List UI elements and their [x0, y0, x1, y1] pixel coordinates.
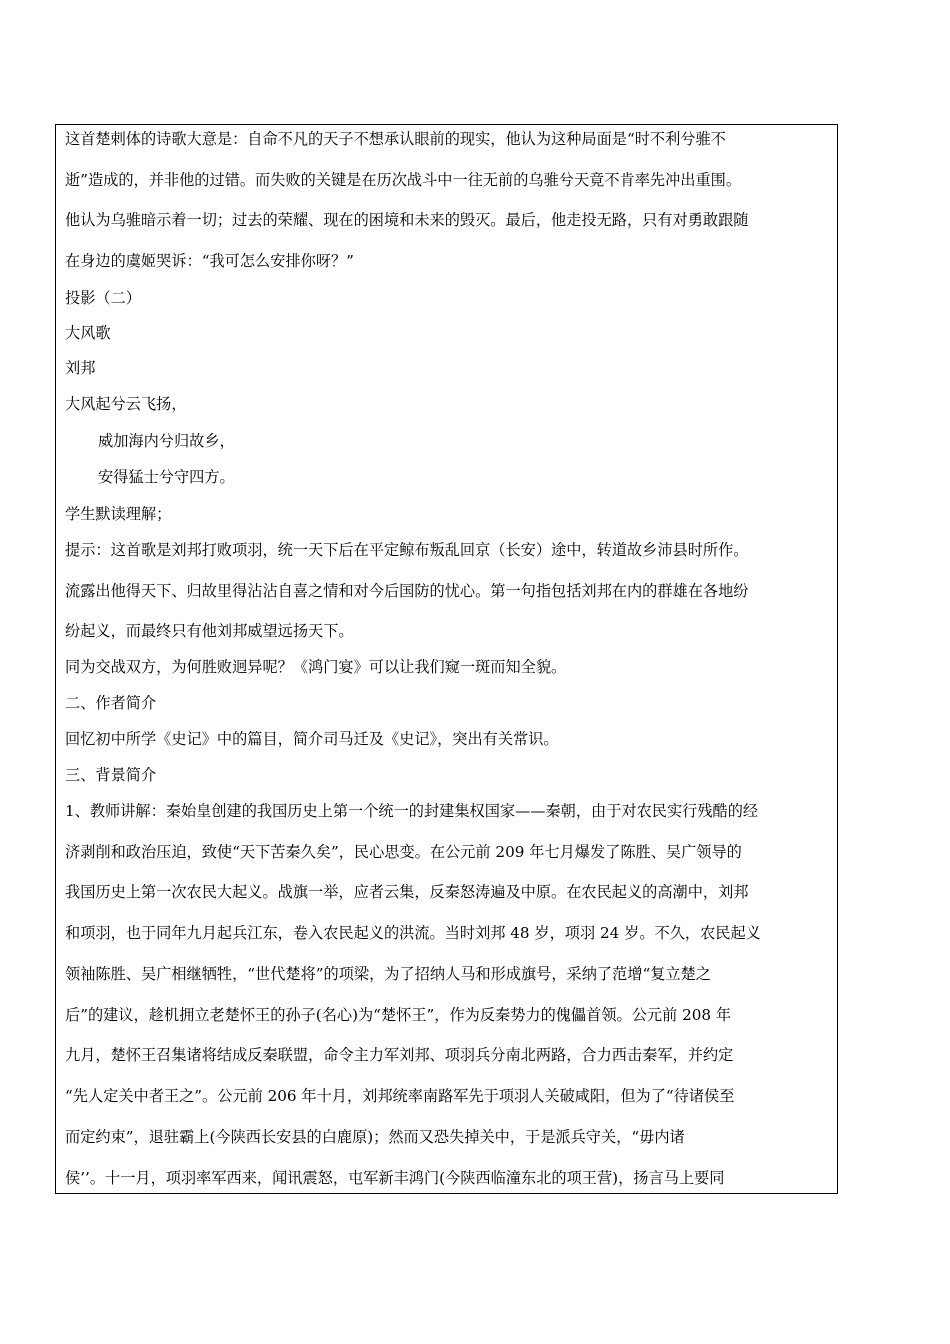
section-heading: 二、作者简介 — [65, 694, 157, 712]
poem-line: 威加海内兮归故乡， — [98, 432, 235, 450]
paragraph-line: “先人定关中者王之”。公元前 206 年十月，刘邦统率南路军先于项羽人关破咸阳，但为了“待诸侯至 — [65, 1087, 735, 1105]
paragraph-line: 我国历史上第一次农民大起义。战旗一举，应者云集，反秦怒涛遍及中原。在农民起义的高潮中，刘邦 — [65, 883, 749, 901]
paragraph-line: 1、教师讲解：秦始皇创建的我国历史上第一个统一的封建集权国家——秦朝，由于对农民实行残酷的经 — [65, 802, 759, 820]
section-heading: 三、背景简介 — [65, 766, 157, 784]
paragraph-line: 这首楚剌体的诗歌大意是：自命不凡的天子不想承认眼前的现实，他认为这种局面是“时不利兮骓不 — [65, 130, 726, 148]
paragraph-line: 回忆初中所学《史记》中的篇目，简介司马迁及《史记》，突出有关常识。 — [65, 730, 559, 748]
paragraph-line: 领袖陈胜、吴广相继牺牲，“世代楚将”的项梁，为了招纳人马和形成旗号，采纳了范增“复立楚之 — [65, 965, 711, 983]
poem-line: 大风起兮云飞扬， — [65, 395, 187, 413]
paragraph-line: 流露出他得天下、归故里得沾沾自喜之情和对今后国防的忧心。第一句指包括刘邦在内的群雄在各地纷 — [65, 582, 749, 600]
paragraph-line: 同为交战双方，为何胜败迥异呢？《鸿门宴》可以让我们窥一斑而知全貌。 — [65, 658, 567, 676]
section-label: 投影（二） — [65, 289, 141, 307]
paragraph-line: 和项羽，也于同年九月起兵江东，卷入农民起义的洪流。当时刘邦 48 岁，项羽 24 岁。不久，农民起义 — [65, 924, 761, 942]
paragraph-line: 提示：这首歌是刘邦打败项羽，统一天下后在平定鲸布叛乱回京（长安）途中，转道故乡沛县时所作。 — [65, 541, 749, 559]
poem-title: 大风歌 — [65, 324, 111, 342]
paragraph-line: 学生默读理解； — [65, 505, 172, 523]
paragraph-line: 后”的建议，趁机拥立老楚怀王的孙子(名心)为“楚怀王”，作为反秦势力的傀儡首领。公元前 208 年 — [65, 1006, 732, 1024]
paragraph-line: 济剥削和政治压迫，致使“天下苦秦久矣”，民心思变。在公元前 209 年七月爆发了陈胜、吴广领导的 — [65, 843, 742, 861]
paragraph-line: 而定约束”，退驻霸上(今陕西长安县的白鹿原)；然而又恐失掉关中，于是派兵守关，“毋内诸 — [65, 1128, 685, 1146]
paragraph-line: 他认为乌骓暗示着一切；过去的荣耀、现在的困境和未来的毁灭。最后，他走投无路，只有对勇敢跟随 — [65, 211, 749, 229]
paragraph-line: 在身边的虞姬哭诉：“我可怎么安排你呀？” — [65, 252, 354, 270]
poem-author: 刘邦 — [65, 359, 96, 377]
paragraph-line: 九月，楚怀王召集诸将结成反秦联盟，命令主力军刘邦、项羽兵分南北两路，合力西击秦军，并约定 — [65, 1046, 734, 1064]
poem-line: 安得猛士兮守四方。 — [98, 468, 235, 486]
paragraph-line: 侯’’。十一月，项羽率军西来，闻讯震怒，屯军新丰鸿门(今陕西临潼东北的项王营)，扬言马上要同 — [65, 1169, 725, 1187]
paragraph-line: 逝”造成的，并非他的过错。而失败的关键是在历次战斗中一往无前的乌骓兮天竟不肯率先冲出重围。 — [65, 171, 742, 189]
paragraph-line: 纷起义，而最终只有他刘邦威望远扬天下。 — [65, 622, 354, 640]
